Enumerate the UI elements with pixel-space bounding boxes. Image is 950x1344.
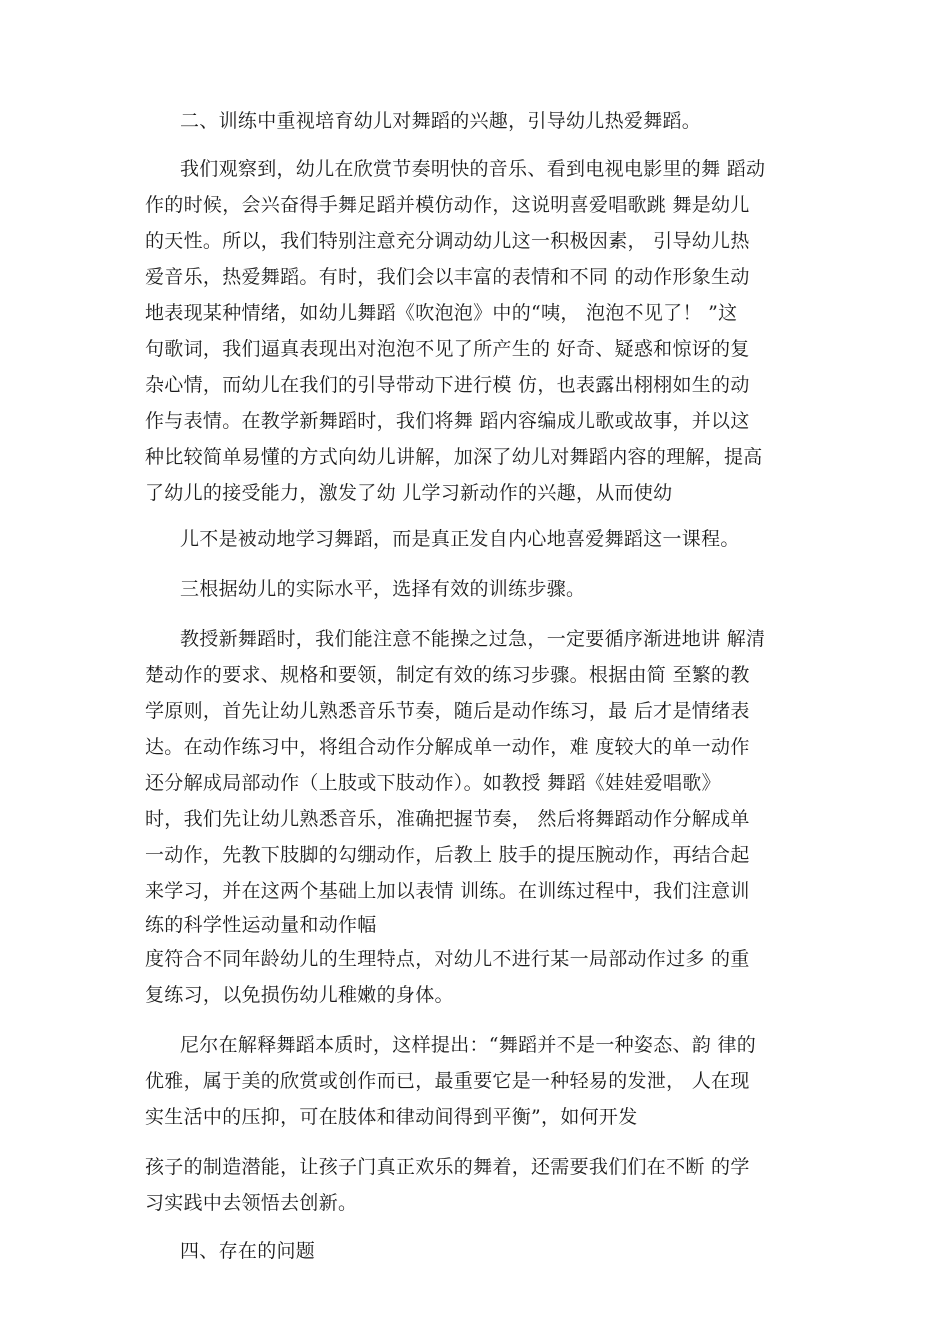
text-line: 复练习，以免损伤幼儿稚嫩的身体。 (145, 984, 454, 1006)
text-line: 来学习，并在这两个基础上加以表情 训练。在训练过程中，我们注意训 (145, 880, 750, 902)
text-line: 作与表情。在教学新舞蹈时，我们将舞 蹈内容编成儿歌或故事，并以这 (145, 410, 750, 432)
text-line: 我们观察到，幼儿在欣赏节奏明快的音乐、看到电视电影里的舞 蹈动 (180, 158, 766, 180)
text-line: 尼尔在解释舞蹈本质时，这样提出：“舞蹈并不是一种姿态、韵 律的 (180, 1034, 757, 1056)
text-line: 练的科学性运动量和动作幅 (145, 914, 377, 936)
text-line: 学原则，首先让幼儿熟悉音乐节奏，随后是动作练习，最 后才是情绪表 (145, 700, 750, 722)
text-line: 时，我们先让幼儿熟悉音乐，准确把握节奏， 然后将舞蹈动作分解成单 (145, 808, 750, 830)
text-line: 儿不是被动地学习舞蹈，而是真正发自内心地喜爱舞蹈这一课程。 (180, 528, 740, 550)
text-line: 种比较简单易懂的方式向幼儿讲解，加深了幼儿对舞蹈内容的理解，提高 (145, 446, 763, 468)
text-line: 爱音乐，热爱舞蹈。有时，我们会以丰富的表情和不同 的动作形象生动 (145, 266, 750, 288)
text-line: 的天性。所以，我们特别注意充分调动幼儿这一积极因素， 引导幼儿热 (145, 230, 750, 252)
text-line: 达。在动作练习中，将组合动作分解成单一动作，难 度较大的单一动作 (145, 736, 750, 758)
text-line: 度符合不同年龄幼儿的生理特点，对幼儿不进行某一局部动作过多 的重 (145, 948, 750, 970)
text-line: 教授新舞蹈时，我们能注意不能操之过急，一定要循序渐进地讲 解清 (180, 628, 766, 650)
text-line: 了幼儿的接受能力，激发了幼 儿学习新动作的兴趣，从而使幼 (145, 482, 673, 504)
text-line: 习实践中去领悟去创新。 (145, 1192, 358, 1214)
text-line: 句歌词，我们逼真表现出对泡泡不见了所产生的 好奇、疑惑和惊讶的复 (145, 338, 750, 360)
text-line: 地表现某种情绪，如幼儿舞蹈《吹泡泡》中的“咦， 泡泡不见了！ ”这 (145, 302, 738, 324)
text-line: 孩子的制造潜能，让孩子门真正欢乐的舞着，还需要我们们在不断 的学 (145, 1156, 750, 1178)
text-line: 一动作，先教下肢脚的勾绷动作，后教上 肢手的提压腕动作，再结合起 (145, 844, 750, 866)
text-line: 实生活中的压抑，可在肢体和律动间得到平衡”，如何开发 (145, 1106, 638, 1128)
text-line: 还分解成局部动作（上肢或下肢动作）。如教授 舞蹈《娃娃爱唱歌》 (145, 772, 721, 794)
heading-section-four: 四、存在的问题 (180, 1240, 316, 1262)
text-line: 优雅，属于美的欣赏或创作而已，最重要它是一种轻易的发泄， 人在现 (145, 1070, 750, 1092)
text-line: 作的时候，会兴奋得手舞足蹈并模仿动作，这说明喜爱唱歌跳 舞是幼儿 (145, 194, 750, 216)
text-line: 杂心情，而幼儿在我们的引导带动下进行模 仿，也表露出栩栩如生的动 (145, 374, 750, 396)
text-line: 楚动作的要求、规格和要领，制定有效的练习步骤。根据由简 至繁的教 (145, 664, 750, 686)
heading-section-three: 三根据幼儿的实际水平，选择有效的训练步骤。 (180, 578, 586, 600)
heading-section-two: 二、训练中重视培育幼儿对舞蹈的兴趣，引导幼儿热爱舞蹈。 (180, 110, 702, 132)
